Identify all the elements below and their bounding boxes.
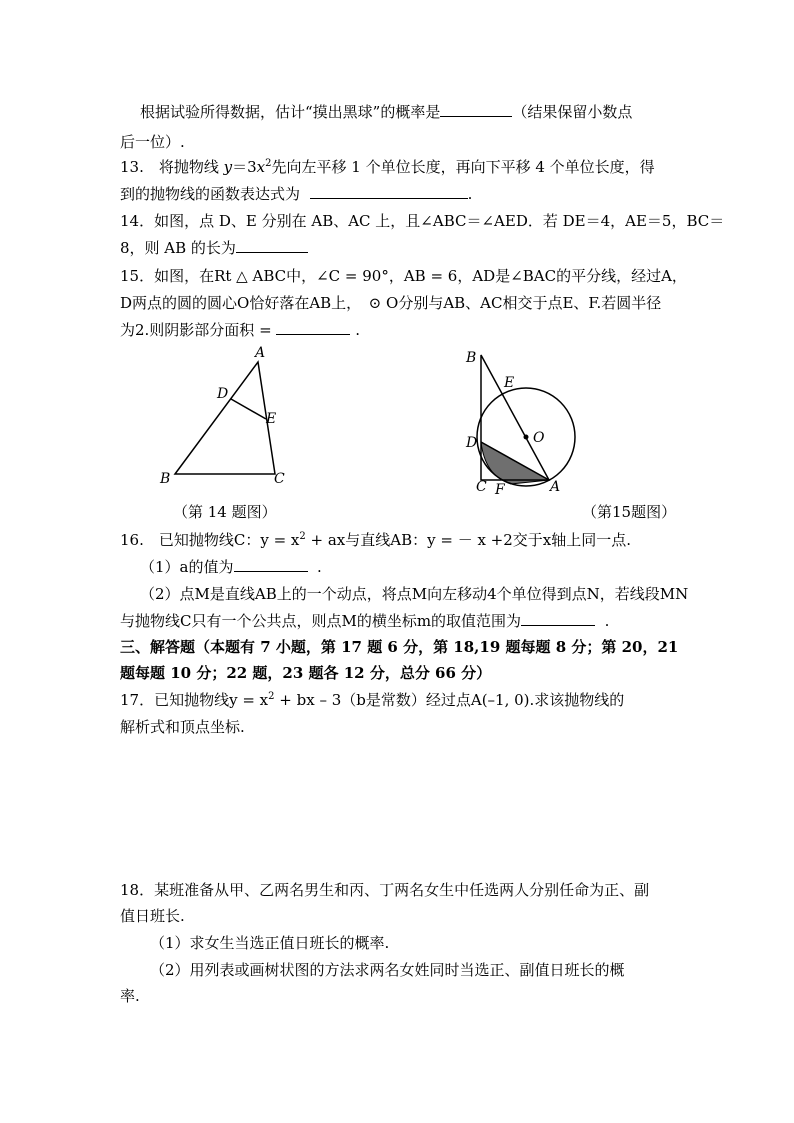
label-f-15: F: [495, 482, 505, 498]
label-e-15: E: [504, 375, 515, 391]
q13-sup: 2: [265, 158, 272, 169]
q13-line1: [120, 157, 655, 177]
q12-text-a: 根据试验所得数据，估计“摸出黑球”的概率是: [140, 103, 441, 121]
q16-part1-text: （1）a的值为: [140, 558, 234, 576]
q14-text-b: 8，则 AB 的长为: [120, 239, 236, 257]
q16-part1-blank[interactable]: [234, 557, 308, 572]
q13-text-a: 13. 将抛物线: [120, 158, 224, 176]
section3-heading-line2: 题每题 10 分；22 题，23 题各 12 分，总分 66 分）: [120, 664, 492, 682]
figure-15-caption: （第15题图）: [582, 503, 677, 521]
q14-line1: 14．如图，点 D、E 分别在 AB、AC 上，且∠ABC＝∠AED．若 DE＝4，AE＝5，BC＝: [120, 212, 725, 230]
q12-line1: [140, 102, 632, 122]
q16-text-a1: 16. 已知抛物线C：y = x: [120, 531, 300, 549]
q13-var-x: x: [256, 158, 266, 176]
q17-line1: [120, 690, 624, 710]
label-c-15: C: [476, 479, 487, 495]
q15-text-d: .: [355, 321, 360, 339]
q17-text-a2: + bx – 3（b是常数）经过点A(–1, 0).求该抛物线的: [274, 691, 625, 709]
q13-text-b: 先向左平移 1 个单位长度，再向下平移 4 个单位长度，得: [271, 158, 655, 176]
label-b-15: B: [466, 350, 477, 366]
q13-line2: [120, 184, 472, 204]
label-o-15: O: [533, 430, 545, 446]
q17-sup: 2: [268, 691, 275, 702]
q16-part1-end: .: [317, 558, 322, 576]
q14-answer-blank[interactable]: [236, 238, 308, 253]
label-e: E: [266, 411, 277, 427]
q15-line3: [120, 320, 360, 340]
figure-15: [455, 340, 585, 500]
center-point-o: [524, 435, 529, 440]
q13-eq: ＝3: [232, 158, 257, 176]
label-d-15: D: [466, 435, 478, 451]
q16-part2-text: 与抛物线C只有一个公共点，则点M的横坐标m的取值范围为: [120, 612, 522, 630]
label-a: A: [255, 345, 266, 361]
q16-line1: [120, 530, 631, 550]
q16-part2-end: .: [604, 612, 610, 630]
q15-text-c: 为2.则阴影部分面积 =: [120, 321, 277, 339]
q13-var-y: y: [223, 158, 233, 176]
q12-line2: 后一位）.: [120, 133, 185, 151]
q16-part2-blank[interactable]: [521, 611, 595, 626]
q18-line1: 18．某班准备从甲、乙两名男生和丙、丁两名女生中任选两人分别任命为正、副: [120, 881, 650, 899]
section3-heading-line1: 三、解答题（本题有 7 小题，第 17 题 6 分，第 18,19 题每题 8 分；第 20，21: [120, 638, 679, 656]
label-a-15: A: [550, 479, 561, 495]
q15-line1: 15．如图，在Rt △ ABC中，∠C = 90°，AB = 6，AD是∠BAC的平分线，经过A，: [120, 267, 687, 285]
q18-part1: （1）求女生当选正值日班长的概率.: [150, 934, 390, 952]
q16-sup: 2: [299, 531, 306, 542]
figure-14: [150, 340, 300, 490]
q16-part1: [140, 557, 322, 577]
q13-text-d: .: [467, 185, 473, 203]
triangle-abc: [175, 362, 275, 474]
q17-text-a1: 17．已知抛物线y = x: [120, 691, 269, 709]
q16-part2-line1: （2）点M是直线AB上的一个动点，将点M向左移动4个单位得到点N，若线段MN: [140, 585, 689, 603]
q18-part2: （2）用列表或画树状图的方法求两名女姓同时当选正、副值日班长的概: [150, 961, 625, 979]
q12-text-b: （结果保留小数点: [512, 103, 633, 121]
q14-line2: [120, 238, 308, 258]
q12-answer-blank[interactable]: [440, 102, 512, 117]
q18-line2: 值日班长.: [120, 907, 185, 925]
label-c: C: [274, 471, 285, 487]
q16-part2-line2: [120, 611, 609, 631]
label-b: B: [160, 471, 171, 487]
q17-line2: 解析式和顶点坐标.: [120, 718, 245, 736]
q15-answer-blank[interactable]: [276, 320, 350, 335]
q18-part2-cont: 率.: [120, 987, 140, 1005]
label-d: D: [217, 386, 229, 402]
q16-text-a2: + ax与直线AB：y = － x +2交于x轴上同一点.: [305, 531, 632, 549]
q15-line2: D两点的圆的圆心O恰好落在AB上， ⊙ O分别与AB、AC相交于点E、F.若圆半径: [120, 294, 662, 312]
q13-answer-blank[interactable]: [310, 184, 468, 199]
figure-14-caption: （第 14 题图）: [173, 503, 277, 521]
segment-de: [231, 399, 266, 419]
q13-text-c: 到的抛物线的函数表达式为: [120, 185, 301, 203]
